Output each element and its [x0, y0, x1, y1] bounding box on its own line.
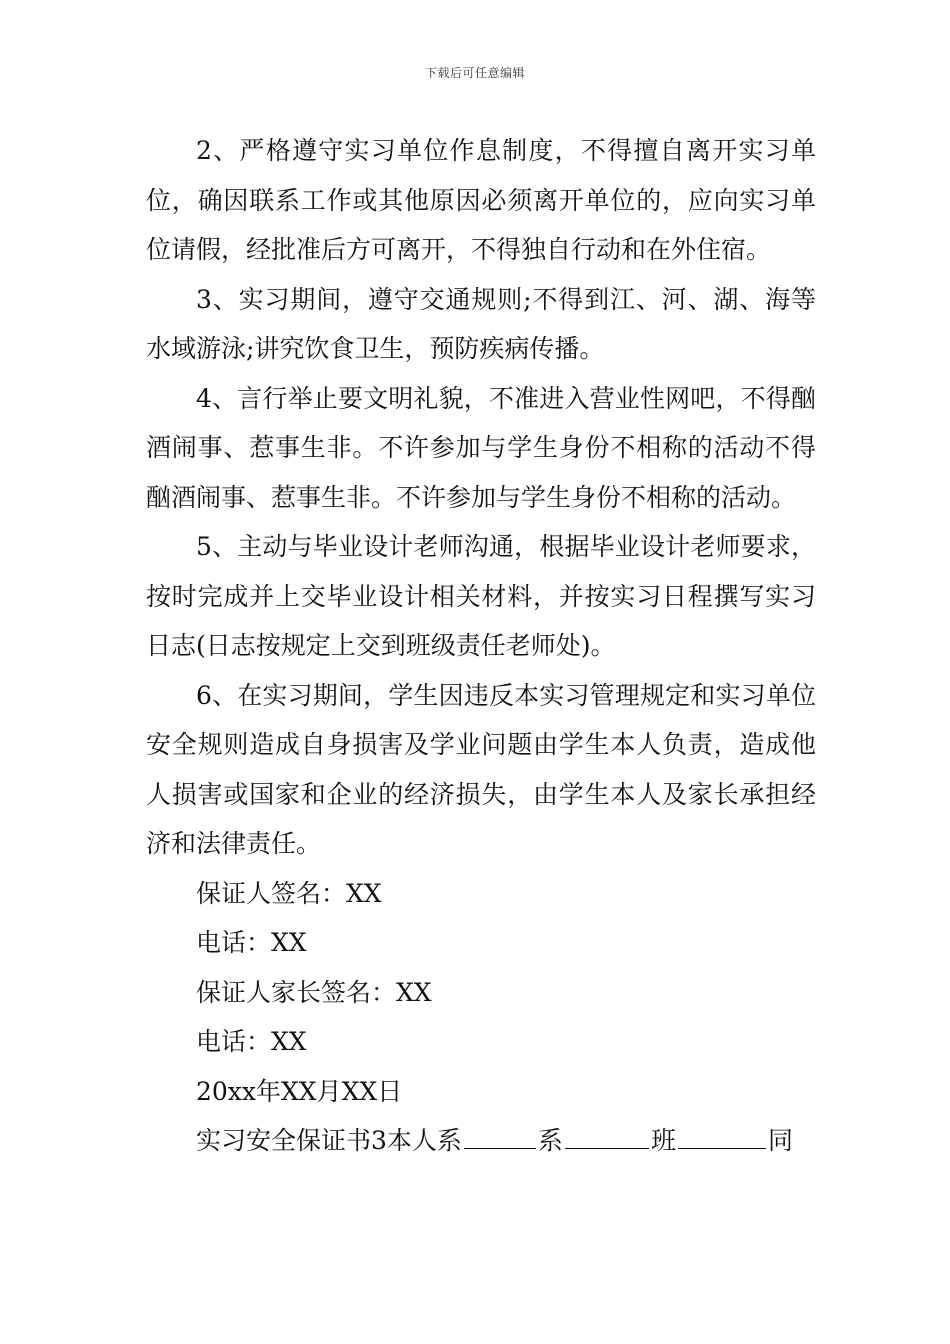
- page-header: 下载后可任意编辑: [424, 66, 525, 80]
- next-section-line: [146, 1116, 816, 1166]
- next-section-text-2: 系: [537, 1126, 563, 1155]
- parent-signature: 保证人家长签名：XX: [196, 977, 432, 1007]
- clause-6: 6、在实习期间，学生因违反本实习管理规定和实习单位安全规则造成自身损害及学业问题由学生本人负责，造成他人损害或国家和企业的经济损失，由学生本人及家长承担经济和法律责任。: [146, 680, 816, 858]
- clause-4: 4、言行举止要文明礼貌，不准进入营业性网吧，不得酗酒闹事、惹事生非。不许参加与学生身份不相称的活动不得酗酒闹事、惹事生非。不许参加与学生身份不相称的活动。: [146, 383, 816, 512]
- next-section-text-1: 实习安全保证书3本人系: [196, 1126, 462, 1155]
- clause-5: 5、主动与毕业设计老师沟通，根据毕业设计老师要求，按时完成并上交毕业设计相关材料，并按实习日程撰写实习日志(日志按规定上交到班级责任老师处)。: [146, 532, 816, 660]
- guarantor-signature: 保证人签名：XX: [196, 878, 382, 908]
- document-body: [146, 126, 816, 1166]
- clause-2: 2、严格遵守实习单位作息制度，不得擅自离开实习单位，确因联系工作或其他原因必须离开单位的，应向实习单位请假，经批准后方可离开，不得独自行动和在外住宿。: [146, 136, 816, 264]
- blank-class: [565, 1147, 649, 1149]
- blank-student: [678, 1147, 766, 1149]
- guarantor-phone: 电话：XX: [196, 928, 307, 957]
- next-section-text-3: 班: [650, 1126, 676, 1155]
- parent-phone: 电话：XX: [196, 1027, 307, 1056]
- blank-department: [464, 1147, 536, 1149]
- signature-date: 20xx年XX月XX日: [196, 1076, 403, 1106]
- next-section-text-4: 同: [767, 1126, 793, 1155]
- clause-3: 3、实习期间，遵守交通规则;不得到江、河、湖、海等水域游泳;讲究饮食卫生，预防疾病传播。: [146, 284, 816, 363]
